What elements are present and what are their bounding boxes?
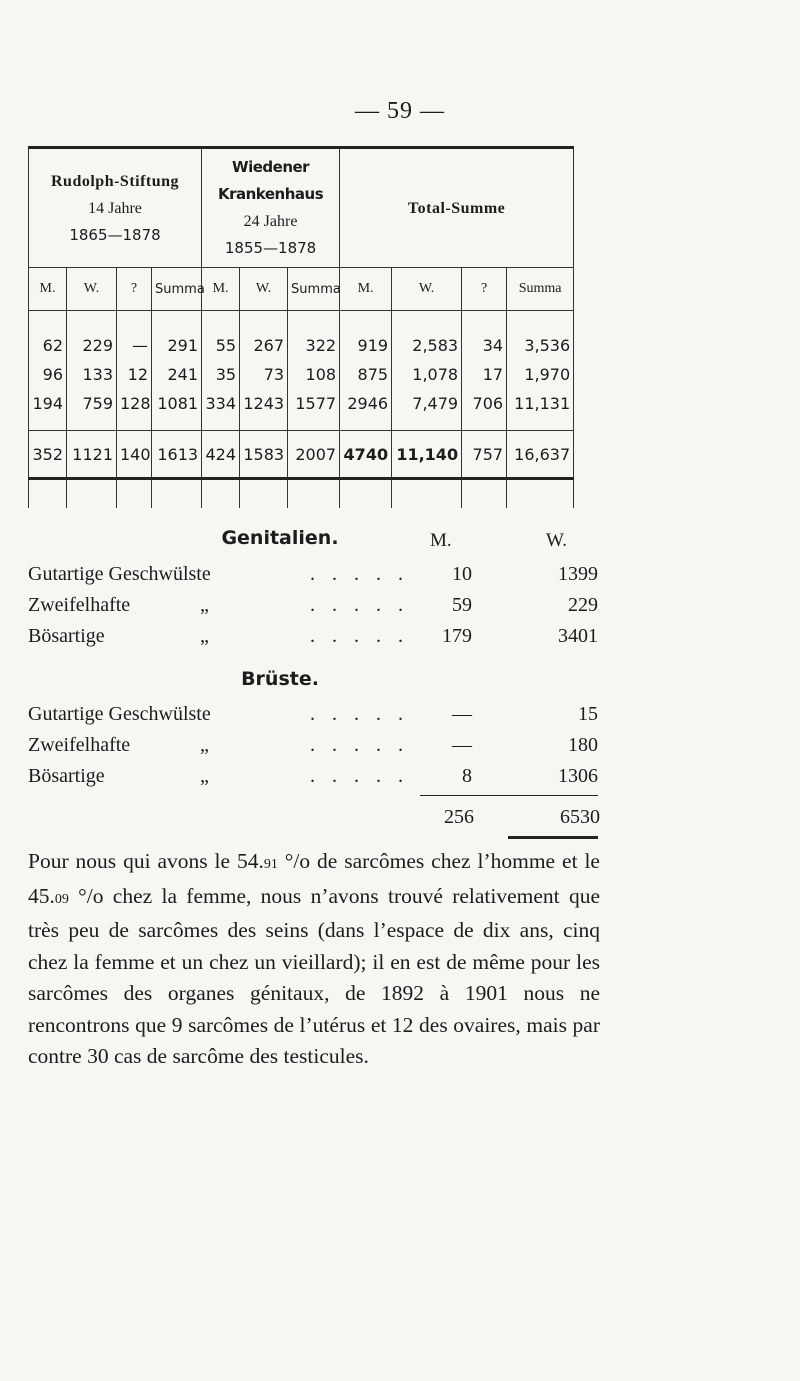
row-label: Gutartige Geschwülste (28, 563, 211, 585)
sum-rule (420, 795, 598, 796)
value-m: — (452, 703, 472, 725)
genitalien-row (28, 625, 598, 655)
subheader-cell: W. (240, 268, 288, 311)
value-w: 1399 (558, 563, 598, 585)
total-cell: 11,140 (392, 431, 462, 479)
table-cell: 334 (202, 389, 240, 431)
table-cell: 759 (67, 389, 117, 431)
value-w: 15 (578, 703, 598, 725)
row-label: Bösartige (28, 625, 105, 647)
brueste-row (28, 765, 598, 795)
table-cell: 108 (288, 360, 340, 389)
table-row (29, 360, 574, 389)
subheader-cell: M. (340, 268, 392, 311)
table-cell: 1,078 (392, 360, 462, 389)
value-m: 179 (442, 625, 472, 647)
table-cell: 706 (462, 389, 507, 431)
total-cell: 757 (462, 431, 507, 479)
totals-row (29, 431, 574, 479)
table-cell: 55 (202, 311, 240, 361)
genitalien-heading: Genitalien. (221, 527, 339, 549)
leader-dots: . . . . . (310, 563, 409, 585)
total-cell: 140 (117, 431, 152, 479)
table-cell: 128 (117, 389, 152, 431)
table-tail (29, 479, 574, 509)
subheader-row (29, 268, 574, 311)
column-header-w: W. (546, 530, 567, 551)
group-header-wiedener: Wiedener Krankenhaus 24 Jahre 1855—1878 (202, 148, 340, 268)
sum-w: 6530 (560, 806, 600, 828)
subheader-cell: ? (117, 268, 152, 311)
table-cell: 1,970 (507, 360, 574, 389)
table-cell: 291 (152, 311, 202, 361)
table-cell: 11,131 (507, 389, 574, 431)
leader-dots: . . . . . (310, 625, 409, 647)
subheader-cell: W. (67, 268, 117, 311)
table-cell: 919 (340, 311, 392, 361)
brueste-row (28, 734, 598, 764)
total-cell: 1121 (67, 431, 117, 479)
table-cell: 194 (29, 389, 67, 431)
table-cell: 17 (462, 360, 507, 389)
value-m: 59 (452, 594, 472, 616)
table-cell: 3,536 (507, 311, 574, 361)
table-cell: 2946 (340, 389, 392, 431)
table-cell: 34 (462, 311, 507, 361)
value-w: 3401 (558, 625, 598, 647)
body-paragraph: Pour nous qui avons le 54.91 °/o de sarcômes chez l’homme et le 45.09 °/o chez la femme, nous n’avons trouvé relativement que très peu de sarcômes des seins (dans l’espace de dix ans, cinq chez la femme et un chez un vieillard); il en est de même pour les sarcômes des organes génitaux, de 1892 à 1901 nous ne rencontrons que 9 sarcômes de l’utérus et 12 des ovaires, mais par contre 30 cas de sarcôme des testicules. (28, 849, 600, 1068)
table-cell: 96 (29, 360, 67, 389)
subheader-cell: Summa (288, 268, 340, 311)
table-cell: 73 (240, 360, 288, 389)
closing-rule (508, 836, 598, 839)
value-m: 10 (452, 563, 472, 585)
table-cell: 7,479 (392, 389, 462, 431)
ditto-mark: „ (200, 594, 209, 616)
subheader-cell: W. (392, 268, 462, 311)
table-cell: 12 (117, 360, 152, 389)
leader-dots: . . . . . (310, 765, 409, 787)
value-w: 229 (568, 594, 598, 616)
ditto-mark: „ (200, 765, 209, 787)
column-header-m: M. (430, 530, 452, 551)
total-cell: 4740 (340, 431, 392, 479)
table-cell: 1081 (152, 389, 202, 431)
table-cell: 241 (152, 360, 202, 389)
total-cell: 424 (202, 431, 240, 479)
subheader-cell: M. (202, 268, 240, 311)
group-header-total: Total-Summe (340, 148, 574, 268)
leader-dots: . . . . . (310, 703, 409, 725)
table-cell: 322 (288, 311, 340, 361)
brueste-heading: Brüste. (241, 668, 319, 690)
subheader-cell: ? (462, 268, 507, 311)
table-row (29, 389, 574, 431)
value-m: 8 (462, 765, 472, 787)
subheader-cell: M. (29, 268, 67, 311)
group-header-rudolph: Rudolph-Stiftung 14 Jahre 1865—1878 (29, 148, 202, 268)
total-cell: 352 (29, 431, 67, 479)
table-cell: 1577 (288, 389, 340, 431)
genitalien-row (28, 563, 598, 593)
value-m: — (452, 734, 472, 756)
table-cell: 133 (67, 360, 117, 389)
total-cell: 16,637 (507, 431, 574, 479)
value-w: 180 (568, 734, 598, 756)
sum-m: 256 (444, 806, 474, 828)
total-cell: 1583 (240, 431, 288, 479)
statistics-table (28, 146, 574, 508)
row-label: Gutartige Geschwülste (28, 703, 211, 725)
brueste-row (28, 703, 598, 733)
table-cell: 2,583 (392, 311, 462, 361)
table-cell: — (117, 311, 152, 361)
total-cell: 2007 (288, 431, 340, 479)
subheader-cell: Summa (507, 268, 574, 311)
row-label: Bösartige (28, 765, 105, 787)
table-cell: 875 (340, 360, 392, 389)
leader-dots: . . . . . (310, 734, 409, 756)
table-cell: 229 (67, 311, 117, 361)
table-row (29, 311, 574, 361)
value-w: 1306 (558, 765, 598, 787)
table-cell: 267 (240, 311, 288, 361)
page-number: — 59 — (355, 98, 445, 124)
total-cell: 1613 (152, 431, 202, 479)
genitalien-row (28, 594, 598, 624)
ditto-mark: „ (200, 734, 209, 756)
row-label: Zweifelhafte (28, 734, 131, 756)
table-cell: 35 (202, 360, 240, 389)
row-label: Zweifelhafte (28, 594, 131, 616)
ditto-mark: „ (200, 625, 209, 647)
leader-dots: . . . . . (310, 594, 409, 616)
subheader-cell: Summa (152, 268, 202, 311)
table-cell: 62 (29, 311, 67, 361)
table-cell: 1243 (240, 389, 288, 431)
